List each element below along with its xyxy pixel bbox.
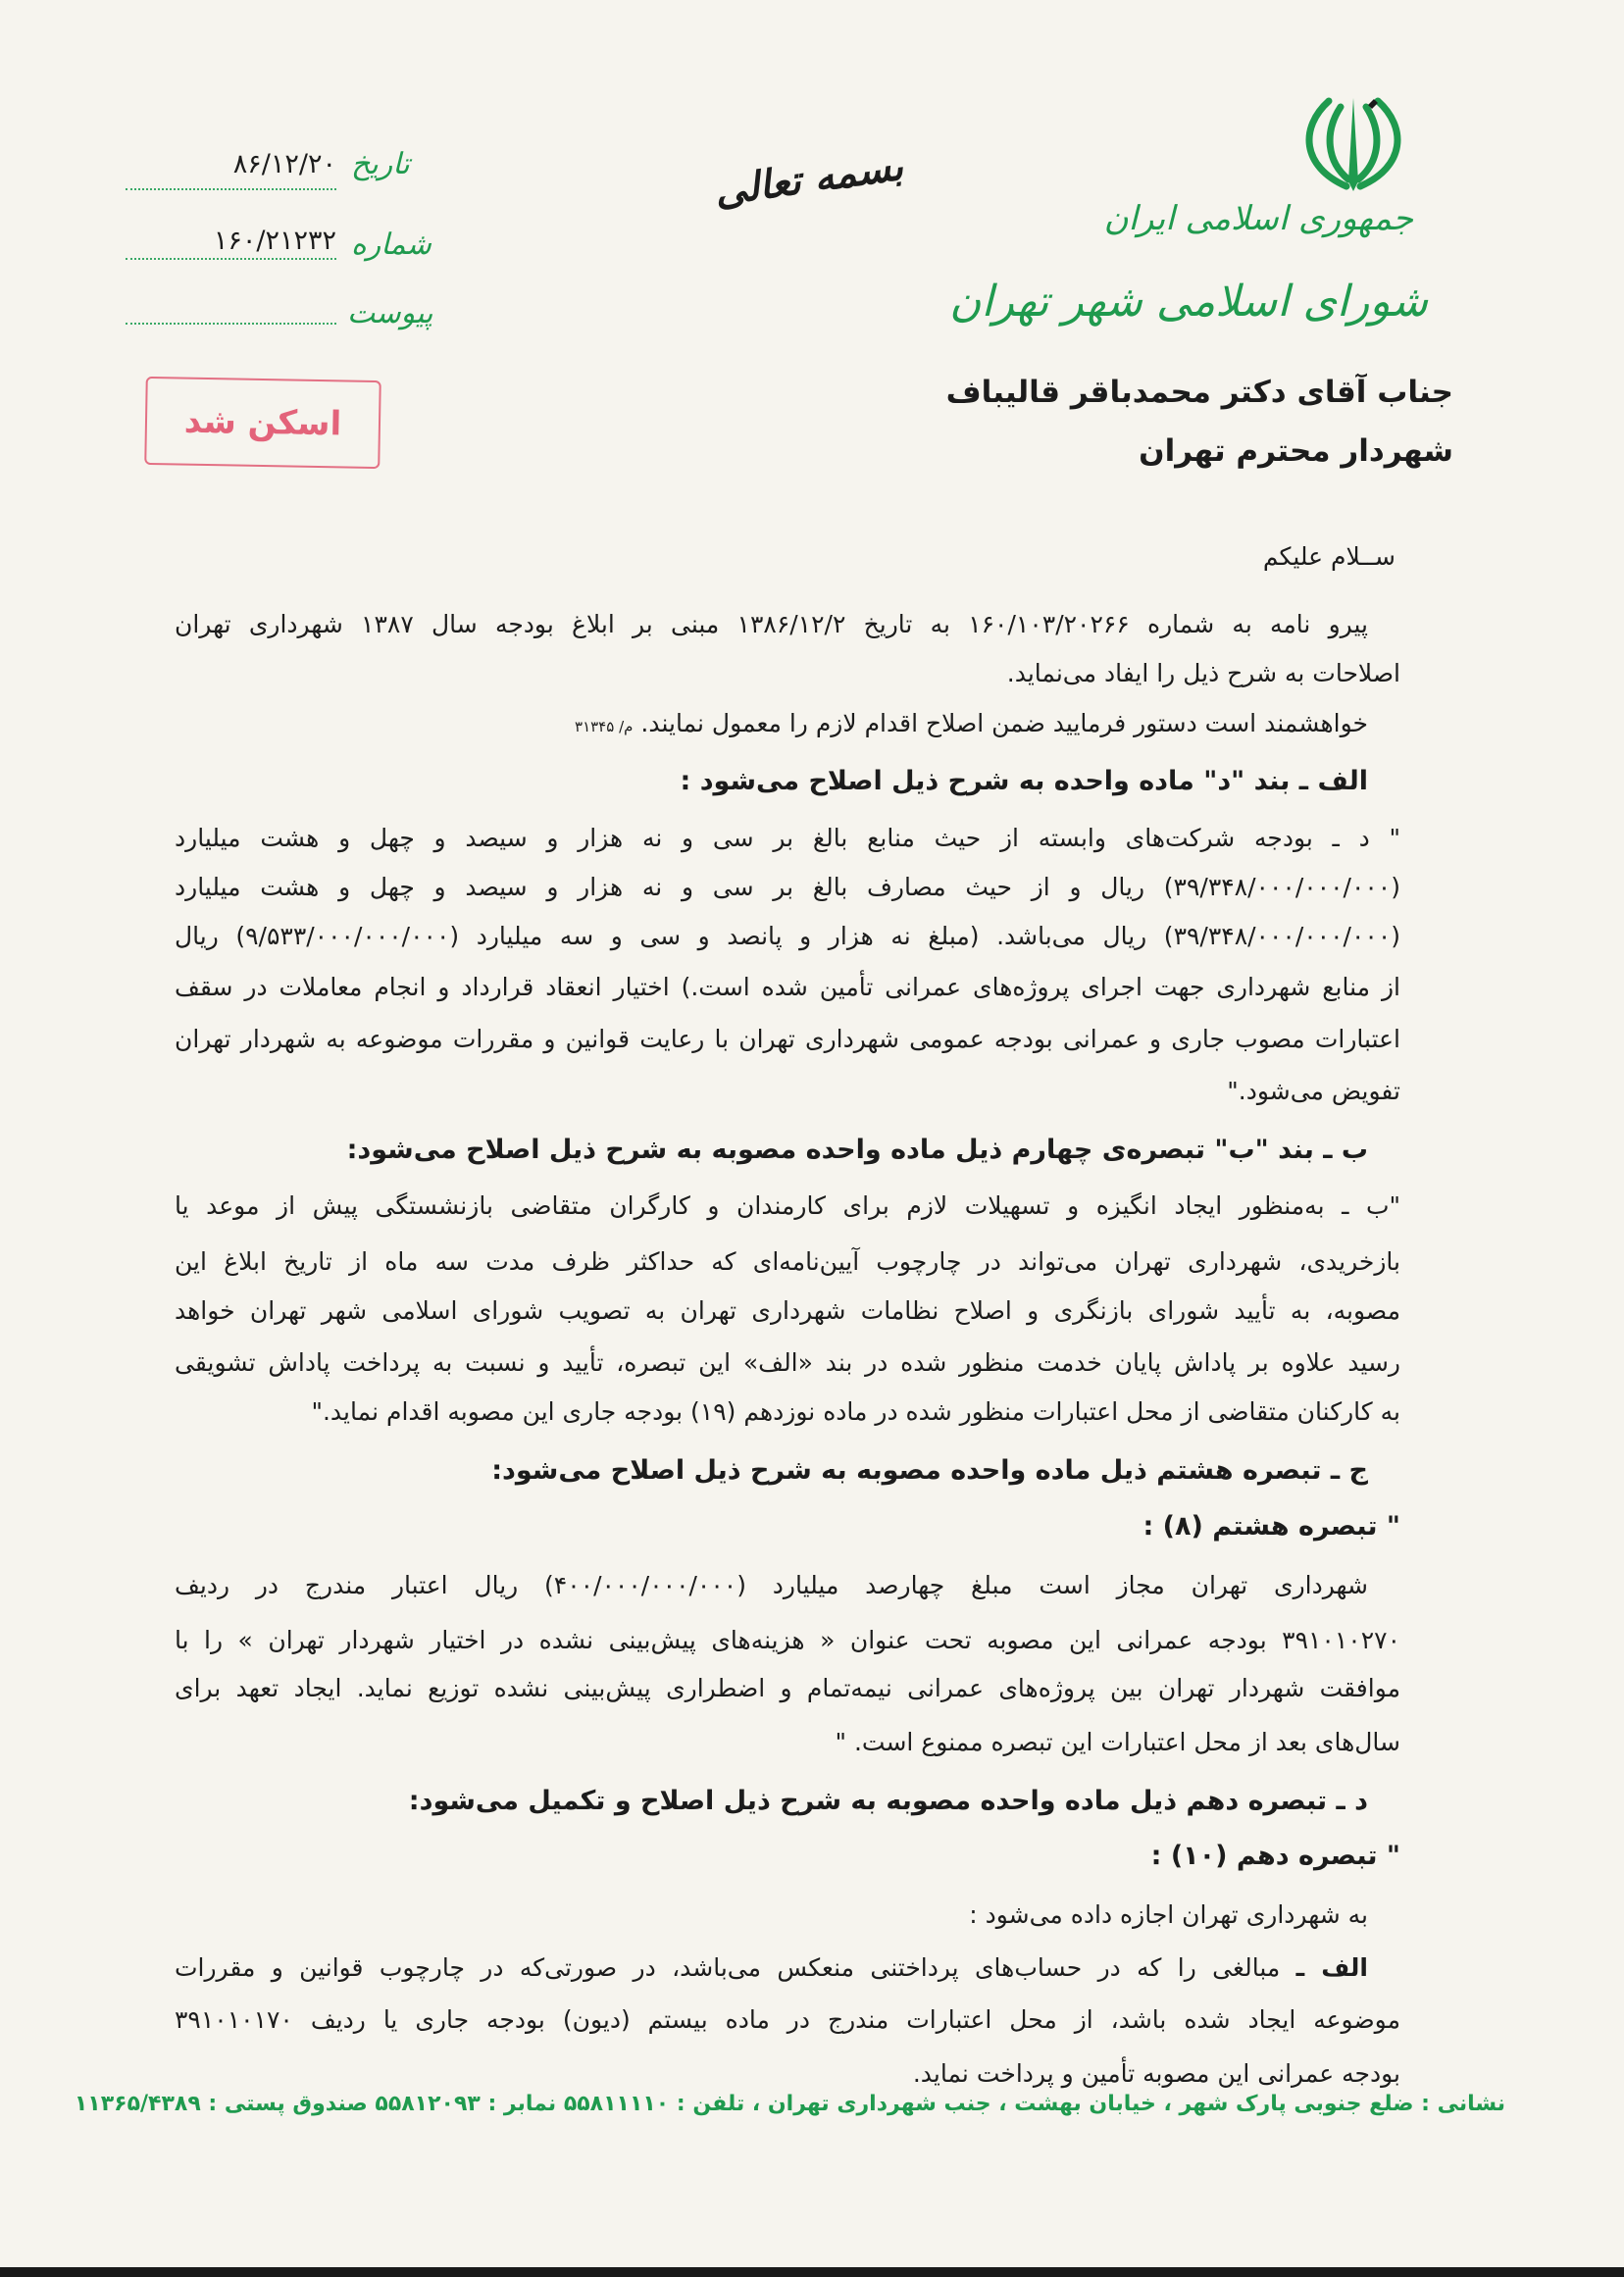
- invocation: بسمه تعالی: [711, 143, 906, 216]
- section-line: (۳۹/۳۴۸/۰۰۰/۰۰۰/۰۰۰) ریال می‌باشد. (مبلغ نه هزار و پانصد و سی و سه میلیارد (۹/۵۳۳/۰۰۰/۰۰۰/۰۰۰) ریال: [175, 922, 1400, 950]
- attachment-label: پیوست: [347, 296, 433, 330]
- number-value: ۱۶۰/۲۱۲۳۲: [213, 226, 336, 256]
- addressee-title: شهردار محترم تهران: [1139, 433, 1453, 469]
- addressee-name: جناب آقای دکتر محمدباقر قالیباف: [945, 375, 1453, 410]
- intro-line: پیرو نامه به شماره ۱۶۰/۱۰۳/۲۰۲۶۶ به تاریخ ۱۳۸۶/۱۲/۲ مبنی بر ابلاغ بودجه سال ۱۳۸۷ شهرداری تهران: [175, 610, 1368, 638]
- attachment-underline: [126, 323, 336, 325]
- section-intro: به شهرداری تهران اجازه داده می‌شود :: [969, 1900, 1368, 1929]
- date-underline: [126, 188, 336, 190]
- section-line: [175, 1944, 1368, 1993]
- section-subheading: " تبصره دهم (۱۰) :: [1150, 1841, 1400, 1871]
- reference-note: م/ ۳۱۳۴۵: [575, 718, 634, 735]
- section-line: تفویض می‌شود.": [1227, 1077, 1400, 1105]
- section-line: رسید علاوه بر پاداش پایان خدمت منظور شده در بند «الف» این تبصره، تأیید و نسبت به پرداخت پاداش تشویقی: [175, 1348, 1400, 1377]
- item-text: مبالغی را که در حساب‌های پرداختنی منعکس می‌باشد، در صورتی‌که در چارچوب قوانین و مقررات: [175, 1953, 1296, 1982]
- section-line: به کارکنان متقاضی از محل اعتبارات منظور شده در ماده نوزدهم (۱۹) بودجه جاری این مصوبه اقدام نماید.": [311, 1397, 1400, 1426]
- request-line: [175, 699, 1368, 748]
- section-line: از منابع شهرداری جهت اجرای پروژه‌های عمرانی تأمین شده است.) اختیار انعقاد قرارداد و انجام معاملات در سقف: [175, 973, 1400, 1001]
- council-name: شورای اسلامی شهر تهران: [949, 277, 1428, 327]
- section-heading: ب ـ بند "ب" تبصره‌ی چهارم ذیل ماده واحده مصوبه به شرح ذیل اصلاح می‌شود:: [346, 1135, 1368, 1165]
- section-line: "ب ـ به‌منظور ایجاد انگیزه و تسهیلات لازم برای کارمندان و کارگران متقاضی بازنشستگی پیش از موعد یا: [175, 1191, 1400, 1220]
- section-line: موافقت شهردار تهران بین پروژه‌های عمرانی نیمه‌تمام و اضطراری پیش‌بینی نشده توزیع نماید. ایجاد تعهد برای: [175, 1674, 1400, 1702]
- number-label: شماره: [351, 228, 431, 262]
- number-underline: [126, 258, 336, 260]
- section-line: ۳۹۱۰۱۰۲۷۰ بودجه عمرانی این مصوبه تحت عنوان « هزینه‌های پیش‌بینی نشده در اختیار شهردار تهران » را با: [175, 1626, 1400, 1654]
- country-name: جمهوری اسلامی ایران: [1103, 199, 1413, 238]
- item-label: الف ـ: [1295, 1953, 1368, 1982]
- greeting: ســلام علیکم: [1262, 542, 1396, 571]
- section-line: (۳۹/۳۴۸/۰۰۰/۰۰۰/۰۰۰) ریال و از حیث مصارف بالغ بر سی و نه هزار و سیصد و چهل و هشت میلیارد: [175, 873, 1400, 901]
- date-value: ۸۶/۱۲/۲۰: [232, 149, 336, 179]
- section-heading: ج ـ تبصره هشتم ذیل ماده واحده مصوبه به شرح ذیل اصلاح می‌شود:: [491, 1455, 1368, 1486]
- section-line: " د ـ بودجه شرکت‌های وابسته از حیث منابع بالغ بر سی و نه هزار و سیصد و چهل و هشت میلیارد: [175, 824, 1400, 852]
- section-line: بازخریدی، شهرداری تهران می‌تواند در چارچوب آیین‌نامه‌ای که حداکثر ظرف مدت سه ماه از تاریخ ابلاغ این: [175, 1247, 1400, 1276]
- request-text: خواهشمند است دستور فرمایید ضمن اصلاح اقدام لازم را معمول نمایند.: [640, 709, 1368, 737]
- section-heading: د ـ تبصره دهم ذیل ماده واحده مصوبه به شرح ذیل اصلاح و تکمیل می‌شود:: [408, 1786, 1368, 1816]
- section-line: اعتبارات مصوب جاری و عمرانی بودجه عمومی شهرداری تهران با رعایت قوانین و مقررات موضوعه به شهردار تهران: [175, 1025, 1400, 1053]
- section-line: موضوعه ایجاد شده باشد، از محل اعتبارات مندرج در ماده بیستم (دیون) بودجه جاری یا ردیف ۳۹۱۰۱۰۱۷۰: [175, 2005, 1400, 2034]
- emblem-icon: [1290, 93, 1417, 196]
- section-line: بودجه عمرانی این مصوبه تأمین و پرداخت نماید.: [912, 2059, 1400, 2088]
- intro-line: اصلاحات به شرح ذیل را ایفاد می‌نماید.: [1006, 659, 1400, 687]
- section-line: شهرداری تهران مجاز است مبلغ چهارصد میلیارد (۴۰۰/۰۰۰/۰۰۰/۰۰۰) ریال اعتبار مندرج در ردیف: [175, 1571, 1368, 1599]
- section-line: مصوبه، به تأیید شورای بازنگری و اصلاح نظامات شهرداری تهران به تصویب شورای اسلامی شهر تهران خواهد: [175, 1296, 1400, 1325]
- scanned-stamp: اسکن شد: [144, 377, 381, 469]
- section-subheading: " تبصره هشتم (۸) :: [1142, 1511, 1400, 1542]
- scan-edge: [0, 2267, 1624, 2277]
- footer-address: نشانی : ضلع جنوبی پارک شهر ، خیابان بهشت ، جنب شهرداری تهران ، تلفن : ۵۵۸۱۱۱۱۰ نمابر : ۵۵۸۱۲۰۹۳ صندوق پستی : ۱۱۳۶۵/۴۳۸۹: [74, 2092, 1505, 2116]
- section-heading: الف ـ بند "د" ماده واحده به شرح ذیل اصلاح می‌شود :: [680, 766, 1368, 796]
- section-line: سال‌های بعد از محل اعتبارات این تبصره ممنوع است. ": [835, 1728, 1400, 1756]
- date-label: تاریخ: [351, 147, 410, 181]
